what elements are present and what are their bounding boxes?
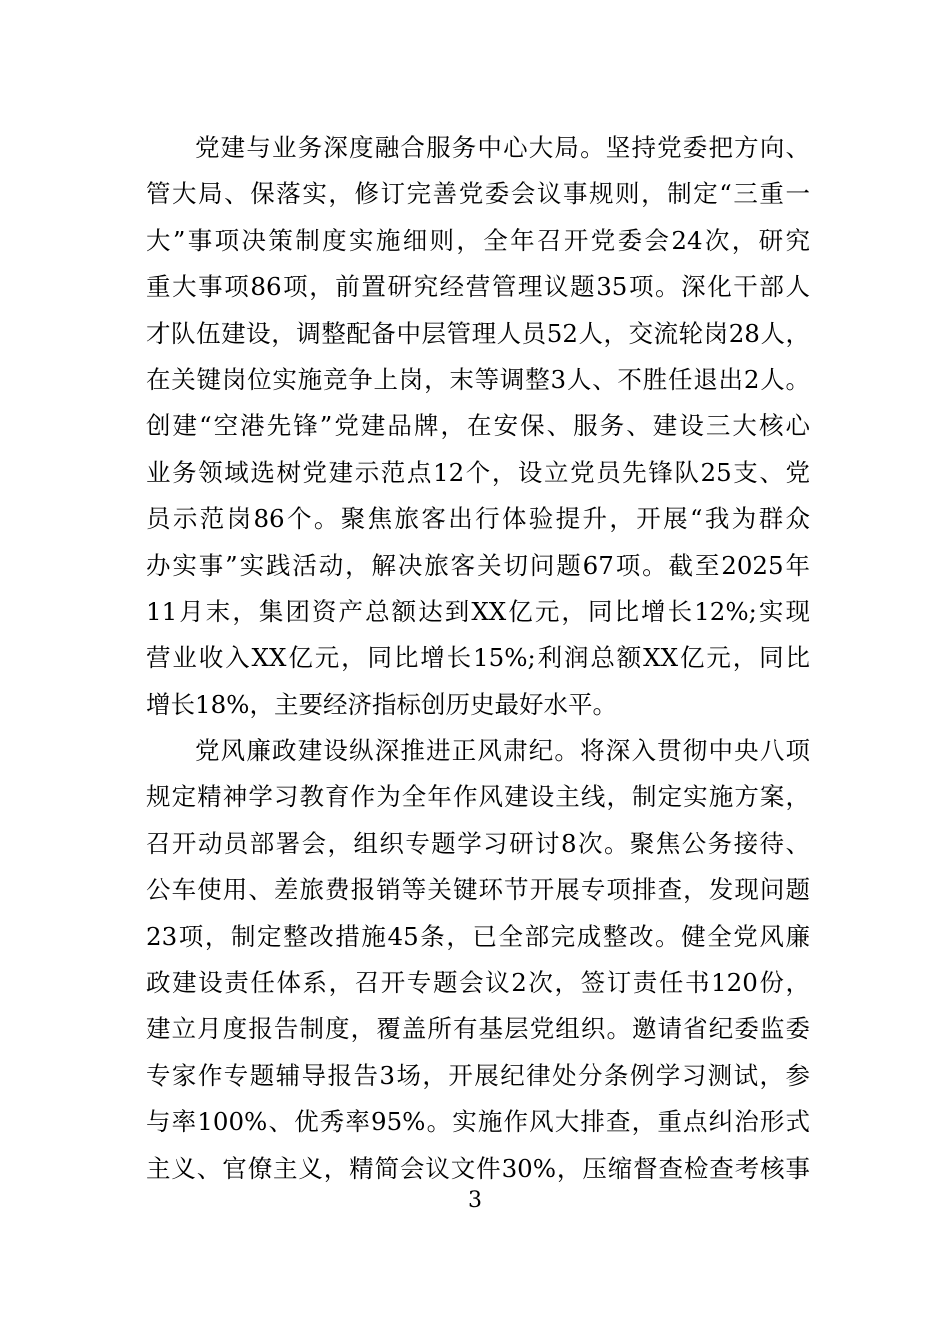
text-line: 办实事”实践活动，解决旅客关切问题67项。截至2025年 — [146, 550, 810, 580]
text-line: 员示范岗86个。聚焦旅客出行体验提升，开展“我为群众 — [146, 504, 810, 534]
page-number: 3 — [468, 1188, 482, 1213]
text-line: 营业收入XX亿元，同比增长15%;利润总额XX亿元，同比 — [146, 643, 810, 673]
text-line: 在关键岗位实施竞争上岗，末等调整3人、不胜任退出2人。 — [146, 364, 810, 394]
text-line: 规定精神学习教育作为全年作风建设主线，制定实施方案， — [146, 782, 810, 812]
body-text — [146, 125, 810, 1192]
text-line: 业务领域选树党建示范点12个，设立党员先锋队25支、党 — [146, 457, 810, 487]
text-line: 主义、官僚主义，精简会议文件30%，压缩督查检查考核事 — [146, 1153, 810, 1183]
text-line: 重大事项86项，前置研究经营管理议题35项。深化干部人 — [146, 272, 810, 302]
text-line: 管大局、保落实，修订完善党委会议事规则，制定“三重一 — [146, 179, 810, 209]
text-line: 专家作专题辅导报告3场，开展纪律处分条例学习测试，参 — [146, 1060, 810, 1090]
text-line: 党风廉政建设纵深推进正风肃纪。将深入贯彻中央八项 — [195, 736, 810, 766]
text-line: 大”事项决策制度实施细则，全年召开党委会24次，研究 — [146, 225, 810, 255]
text-line: 增长18%，主要经济指标创历史最好水平。 — [146, 689, 617, 719]
text-line: 创建“空港先锋”党建品牌，在安保、服务、建设三大核心 — [146, 411, 810, 441]
text-line: 23项，制定整改措施45条，已全部完成整改。健全党风廉 — [146, 921, 810, 951]
text-line: 召开动员部署会，组织专题学习研讨8次。聚焦公务接待、 — [146, 828, 810, 858]
paragraph-party-building — [146, 125, 810, 728]
text-line: 政建设责任体系，召开专题会议2次，签订责任书120份， — [146, 968, 810, 998]
text-line: 党建与业务深度融合服务中心大局。坚持党委把方向、 — [195, 133, 810, 162]
paragraph-integrity-building — [146, 728, 810, 1192]
text-line: 11月末，集团资产总额达到XX亿元，同比增长12%;实现 — [146, 596, 810, 626]
text-line: 公车使用、差旅费报销等关键环节开展专项排查，发现问题 — [146, 875, 810, 905]
text-line: 才队伍建设，调整配备中层管理人员52人，交流轮岗28人， — [146, 318, 810, 348]
text-line: 建立月度报告制度，覆盖所有基层党组织。邀请省纪委监委 — [146, 1014, 810, 1044]
text-line: 与率100%、优秀率95%。实施作风大排查，重点纠治形式 — [146, 1107, 810, 1137]
